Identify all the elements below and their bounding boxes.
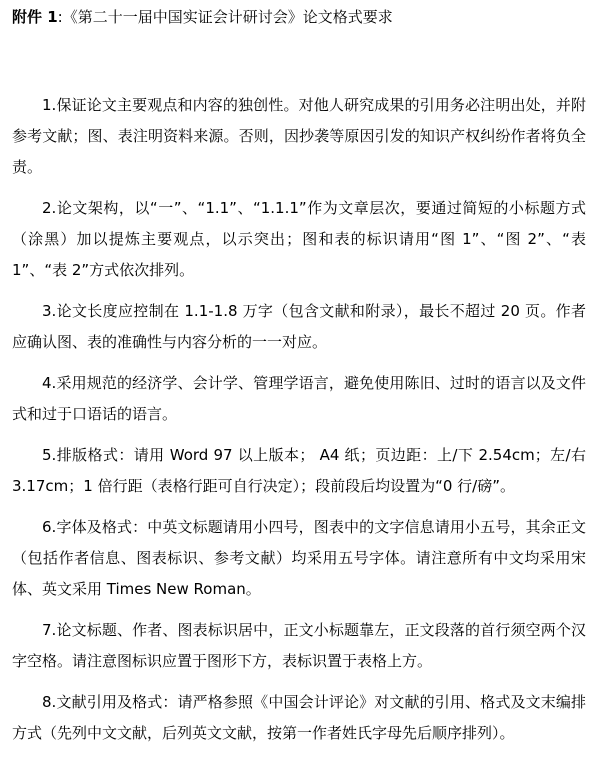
requirements-list [12, 90, 586, 749]
requirement-paragraph-2: 2.论文架构，以“一”、“1.1”、“1.1.1”作为文章层次，要通过简短的小标题方式（涂黑）加以提炼主要观点，以示突出；图和表的标识请用“图 1”、“图 2”、“表 1”、“表 2”方式依次排列。 [12, 199, 586, 279]
requirement-paragraph-3: 3.论文长度应控制在 1.1-1.8 万字（包含文献和附录），最长不超过 20 页。作者应确认图、表的准确性与内容分析的一一对应。 [12, 302, 586, 351]
document-heading [12, 6, 586, 30]
requirement-paragraph-4: 4.采用规范的经济学、会计学、管理学语言，避免使用陈旧、过时的语言以及文件式和过于口语话的语言。 [12, 374, 586, 423]
requirement-paragraph-8: 8.文献引用及格式：请严格参照《中国会计评论》对文献的引用、格式及文末编排方式（先列中文文献，后列英文文献，按第一作者姓氏字母先后顺序排列）。 [12, 693, 586, 742]
requirement-paragraph-6: 6.字体及格式：中英文标题请用小四号，图表中的文字信息请用小五号，其余正文（包括作者信息、图表标识、参考文献）均采用五号字体。请注意所有中文均采用宋体、英文采用 Times New Roman。 [12, 518, 586, 598]
attachment-label: 附件 1 [12, 8, 58, 26]
requirement-paragraph-1: 1.保证论文主要观点和内容的独创性。对他人研究成果的引用务必注明出处，并附参考文献；图、表注明资料来源。否则，因抄袭等原因引发的知识产权纠纷作者将负全责。 [12, 96, 586, 176]
requirement-paragraph-7: 7.论文标题、作者、图表标识居中，正文小标题靠左，正文段落的首行须空两个汉字空格。请注意图标识应置于图形下方，表标识置于表格上方。 [12, 621, 586, 670]
requirement-paragraph-5: 5.排版格式：请用 Word 97 以上版本； A4 纸；页边距：上/下 2.54cm；左/右 3.17cm；1 倍行距（表格行距可自行决定）；段前段后均设置为“0 行/磅”。 [12, 446, 586, 495]
document-title: :《第二十一届中国实证会计研讨会》论文格式要求 [57, 8, 393, 26]
